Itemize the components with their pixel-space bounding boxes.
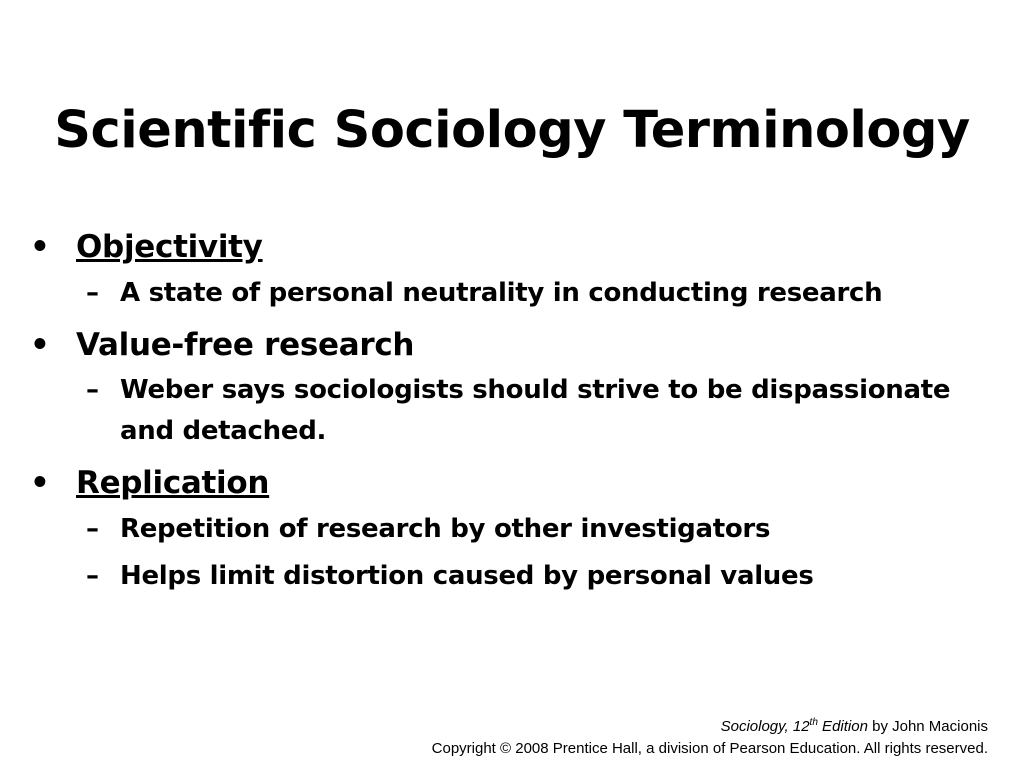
bullet-dot-icon: • bbox=[30, 326, 50, 363]
bullet-list bbox=[30, 228, 1000, 596]
book-citation bbox=[432, 712, 988, 738]
sub-bullet bbox=[86, 370, 1000, 452]
sub-bullet-text: A state of personal neutrality in conducting research bbox=[120, 277, 883, 308]
dash-icon: – bbox=[86, 513, 99, 544]
bullet-label: Value-free research bbox=[76, 326, 415, 363]
edition-superscript: th bbox=[809, 717, 818, 728]
copyright-notice: Copyright © 2008 Prentice Hall, a division of Pearson Education. All rights reserved. bbox=[431, 740, 988, 757]
sub-bullet bbox=[86, 556, 1000, 597]
book-author: by John Macionis bbox=[867, 718, 988, 735]
bullet-value-free-research bbox=[30, 326, 1000, 365]
bullet-replication bbox=[30, 464, 1000, 503]
bullet-objectivity bbox=[30, 228, 1000, 267]
sub-bullet bbox=[86, 273, 1000, 314]
dash-icon: – bbox=[86, 560, 99, 591]
sub-bullet-text: Helps limit distortion caused by personal values bbox=[120, 560, 814, 591]
bullet-dot-icon: • bbox=[30, 229, 50, 265]
dash-icon: – bbox=[86, 277, 99, 308]
sub-bullet-text: Weber says sociologists should strive to be dispassionate and detached. bbox=[120, 375, 951, 447]
bullet-label: Replication bbox=[76, 464, 270, 501]
dash-icon: – bbox=[86, 375, 99, 406]
slide-footer bbox=[432, 712, 988, 760]
bullet-dot-icon: • bbox=[30, 464, 50, 501]
slide-title: Scientific Sociology Terminology bbox=[54, 101, 970, 160]
bullet-label: Objectivity bbox=[76, 229, 263, 265]
sub-bullet-text: Repetition of research by other investigators bbox=[120, 513, 771, 544]
sub-bullet bbox=[86, 509, 1000, 550]
book-title: Sociology, 12th Edition bbox=[720, 717, 868, 735]
